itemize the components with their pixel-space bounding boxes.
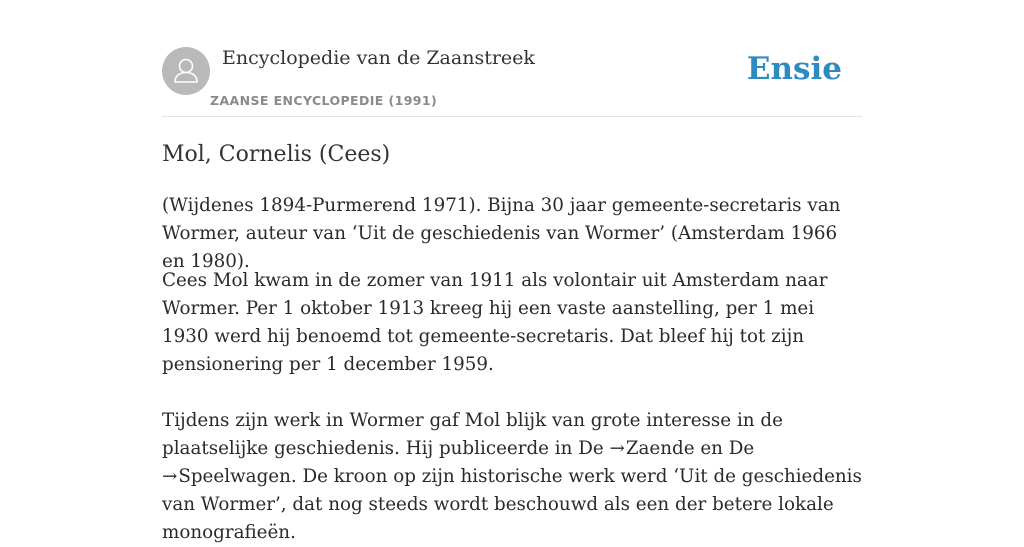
arrow-right-icon: → xyxy=(609,438,625,459)
paragraph-text: Tijdens zijn werk in Wormer gaf Mol blijk van grote interesse in de plaatselijke geschiedenis. Hij publiceerde in De xyxy=(162,410,783,459)
xref-label: Zaende xyxy=(625,438,695,459)
site-logo[interactable]: Ensie xyxy=(746,51,842,87)
xref-label: Speelwagen xyxy=(178,466,291,487)
xref-link-speelwagen[interactable] xyxy=(162,466,291,487)
entry-paragraph-2: Cees Mol kwam in de zomer van 1911 als volontair uit Amsterdam naar Wormer. Per 1 oktober 1913 kreeg hij een vaste aanstelling, per 1 mei 1930 werd hij benoemd tot gemeente-secretaris. Dat bleef hij tot zijn pensionering per 1 december 1959. xyxy=(162,270,828,375)
entry-title: Mol, Cornelis (Cees) xyxy=(162,142,391,167)
header xyxy=(162,0,862,117)
source-subtitle: ZAANSE ENCYCLOPEDIE (1991) xyxy=(210,93,438,108)
paragraph-text: en De xyxy=(694,438,755,459)
entry-paragraph-1: (Wijdenes 1894-Purmerend 1971). Bijna 30 jaar gemeente-secretaris van Wormer, auteur van ‘Uit de geschiedenis van Wormer’ (Amsterdam 1966 en 1980). xyxy=(162,195,841,272)
user-silhouette-icon xyxy=(162,47,210,95)
xref-link-zaende[interactable] xyxy=(610,438,695,459)
source-title[interactable]: Encyclopedie van de Zaanstreek xyxy=(222,47,535,69)
avatar[interactable] xyxy=(162,47,210,95)
arrow-right-icon: → xyxy=(162,466,178,487)
entry-paragraph-3 xyxy=(162,407,862,547)
paragraph-text: . De kroon op zijn historische werk werd ‘Uit de geschiedenis van Wormer’, dat nog steeds wordt beschouwd als een der betere lokale monografieën. xyxy=(162,466,862,543)
page xyxy=(162,0,862,543)
